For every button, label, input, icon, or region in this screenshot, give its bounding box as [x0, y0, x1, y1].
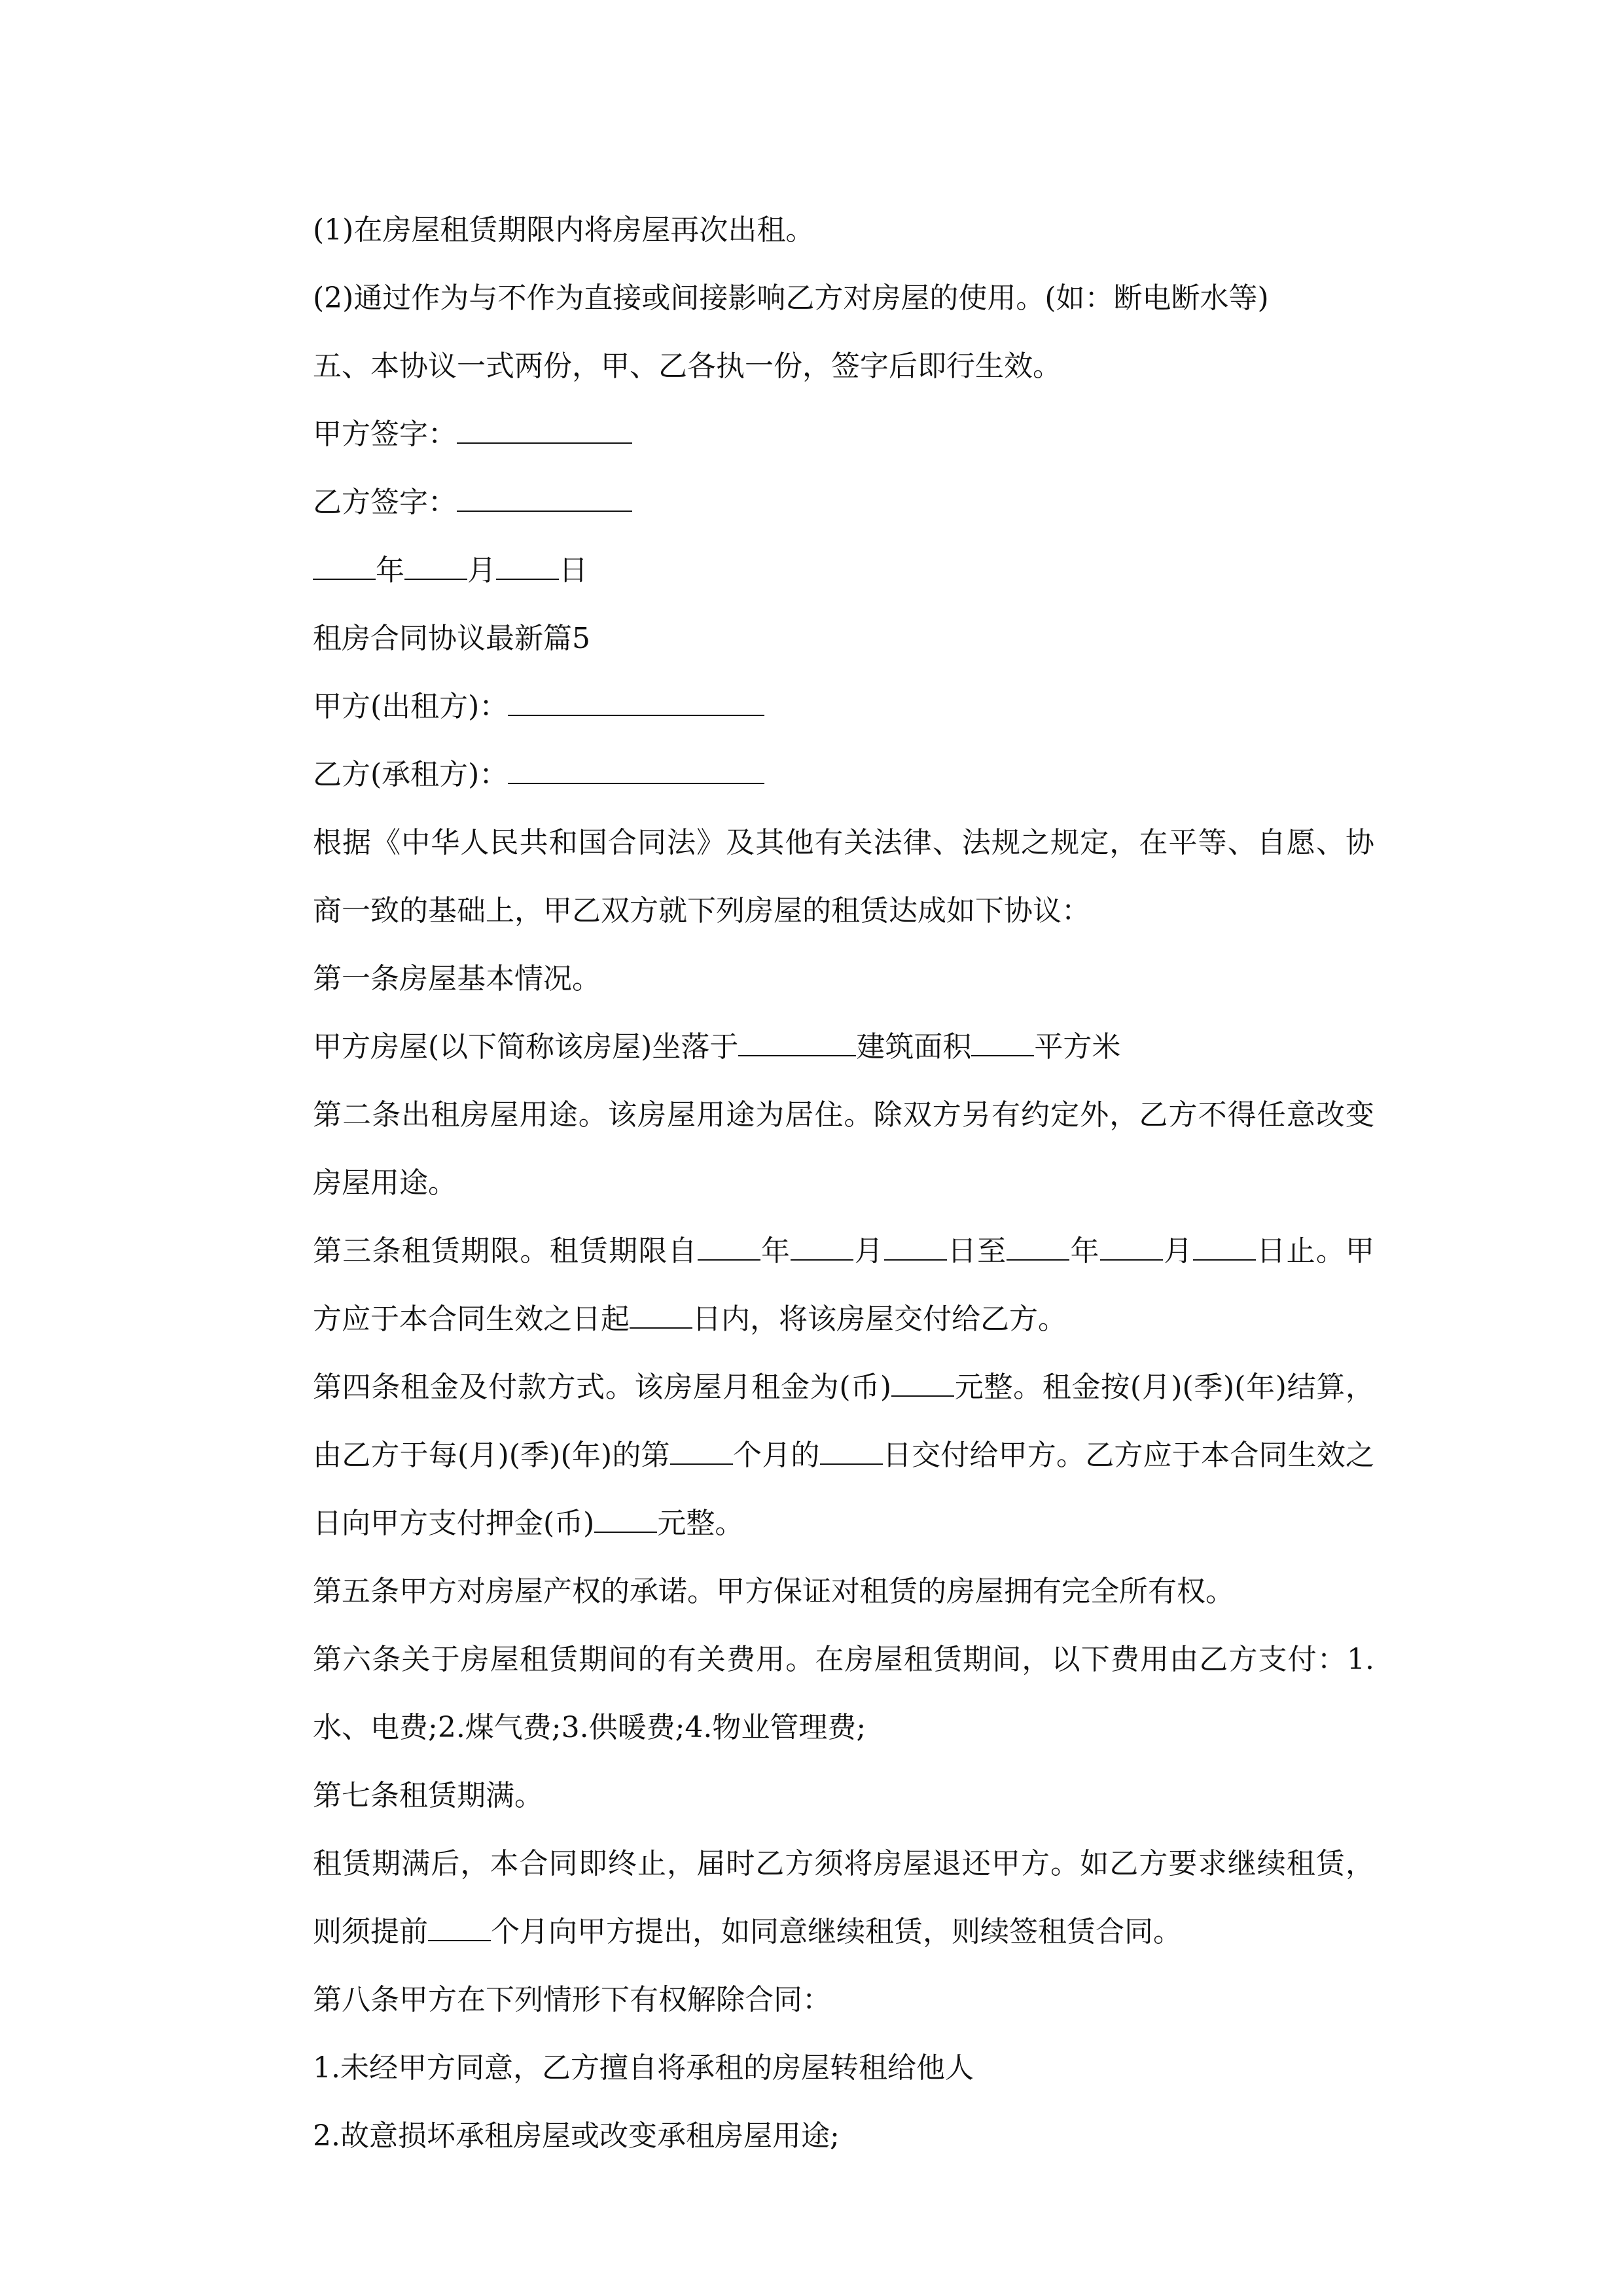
party-b-signature-line: 乙方签字：: [247, 469, 1374, 537]
article-8-item-1: 1.未经甲方同意，乙方擅自将承租的房屋转租给他人: [313, 2051, 974, 2085]
blank: [1100, 1233, 1163, 1261]
blank: [594, 1505, 657, 1533]
year-blank: [313, 552, 376, 580]
lessee-line: 乙方(承租方)：: [247, 741, 1374, 809]
blank: [630, 1301, 692, 1329]
paragraph-3: 五、本协议一式两份，甲、乙各执一份，签字后即行生效。: [313, 350, 1061, 383]
document-body: [247, 196, 1374, 2170]
blank: [428, 1914, 491, 1941]
blank: [820, 1437, 883, 1465]
area-blank: [971, 1029, 1034, 1056]
preamble-paragraph: 根据《中华人民共和国合同法》及其他有关法律、法规之规定，在平等、自愿、协商一致的基础上，甲乙双方就下列房屋的租赁达成如下协议：: [313, 826, 1374, 927]
blank: [884, 1233, 947, 1261]
day-blank: [496, 552, 559, 580]
date-line: 年 月 日: [247, 537, 1374, 605]
article-2: 第二条出租房屋用途。该房屋用途为居住。除双方另有约定外，乙方不得任意改变房屋用途。: [313, 1098, 1374, 1200]
article-1-location: 甲方房屋(以下简称该房屋)坐落于 建筑面积 平方米: [313, 1030, 1121, 1064]
blank: [698, 1233, 760, 1261]
blank: [670, 1437, 733, 1465]
article-6: 第六条关于房屋租赁期间的有关费用。在房屋租赁期间，以下费用由乙方支付：1.水、电费;2.煤气费;3.供暖费;4.物业管理费;: [313, 1643, 1374, 1744]
party-a-signature-line: 甲方签字：: [247, 401, 1374, 469]
paragraph-2: (2)通过作为与不作为直接或间接影响乙方对房屋的使用。(如：断电断水等): [313, 281, 1269, 315]
blank: [891, 1369, 954, 1397]
article-3: 第三条租赁期限。租赁期限自 年 月 日至 年 月 日止。甲方应于本合同生效之日起 日内，将该房屋交付给乙方。: [313, 1234, 1375, 1336]
article-7-title: 第七条租赁期满。: [313, 1779, 543, 1812]
section-title: 租房合同协议最新篇5: [313, 622, 590, 655]
signature-blank: [457, 484, 632, 512]
article-1-title: 第一条房屋基本情况。: [313, 962, 601, 996]
blank: [1007, 1233, 1069, 1261]
article-8-item-2: 2.故意损坏承租房屋或改变承租房屋用途;: [313, 2119, 840, 2153]
signature-blank: [457, 416, 632, 444]
article-5: 第五条甲方对房屋产权的承诺。甲方保证对租赁的房屋拥有完全所有权。: [313, 1575, 1234, 1608]
month-blank: [404, 552, 467, 580]
article-4: 第四条租金及付款方式。该房屋月租金为(币) 元整。租金按(月)(季)(年)结算，由乙方于每(月)(季)(年)的第 个月的 日交付给甲方。乙方应于本合同生效之日向甲方支付押金(币) 元整。: [313, 1371, 1375, 1540]
article-8-title: 第八条甲方在下列情形下有权解除合同：: [313, 1983, 831, 2017]
paragraph-1: (1)在房屋租赁期限内将房屋再次出租。: [313, 213, 815, 247]
lessor-blank: [508, 689, 764, 716]
lessee-blank: [508, 757, 764, 784]
lessor-line: 甲方(出租方)：: [247, 673, 1374, 741]
blank: [1193, 1233, 1256, 1261]
blank: [791, 1233, 853, 1261]
article-7-body: 租赁期满后，本合同即终止，届时乙方须将房屋退还甲方。如乙方要求继续租赁，则须提前 个月向甲方提出，如同意继续租赁，则续签租赁合同。: [313, 1847, 1374, 1948]
location-blank: [738, 1029, 856, 1056]
